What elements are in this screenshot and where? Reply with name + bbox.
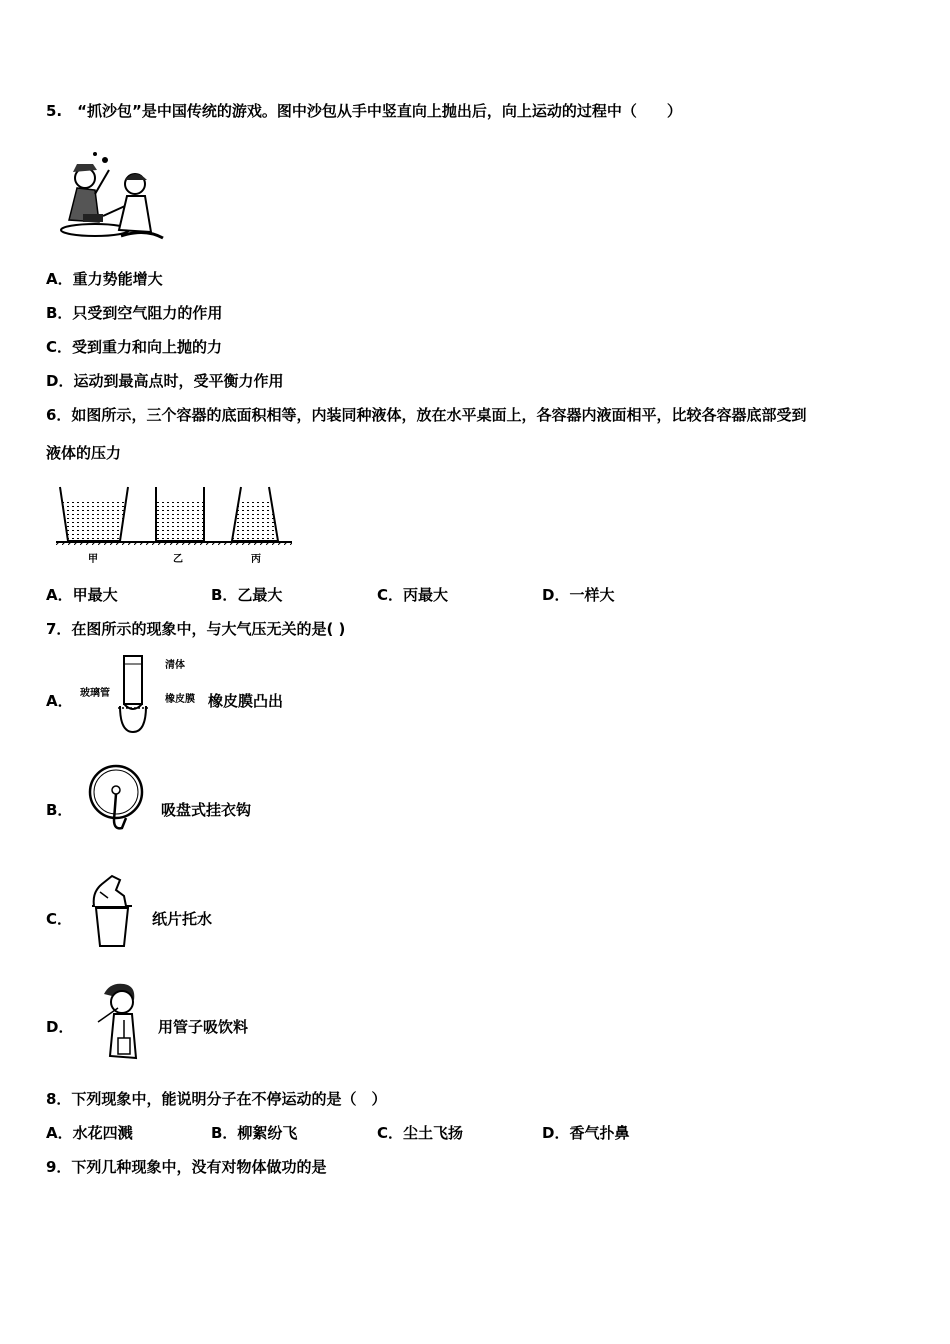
q8-option-c: C．尘土飞扬 xyxy=(377,1124,464,1142)
q8-option-d: D．香气扑鼻 xyxy=(542,1124,630,1142)
q5-option-a: A．重力势能增大 xyxy=(46,270,163,288)
q7-option-b-text: 吸盘式挂衣钩 xyxy=(161,801,252,819)
q8-stem: 8．下列现象中，能说明分子在不停运动的是（ ） xyxy=(46,1090,387,1108)
q7-option-d-letter: D． xyxy=(46,1018,74,1036)
paper-holds-water-figure xyxy=(86,872,136,952)
q9-stem: 9．下列几种现象中，没有对物体做功的是 xyxy=(46,1158,327,1176)
q5-option-d: D．运动到最高点时，受平衡力作用 xyxy=(46,372,284,390)
container-label-bing: 丙 xyxy=(251,554,261,565)
q6-option-b: B．乙最大 xyxy=(211,586,283,604)
q7-option-c-letter: C． xyxy=(46,910,73,928)
q7-option-a-text: 橡皮膜凸出 xyxy=(208,692,284,710)
q7-option-d-text: 用管子吸饮料 xyxy=(158,1018,249,1036)
container-label-yi: 乙 xyxy=(173,554,183,565)
q6-stem-line2: 液体的压力 xyxy=(46,444,122,462)
q7-stem: 7．在图所示的现象中，与大气压无关的是( ) xyxy=(46,620,346,638)
label-membrane: 橡皮膜 xyxy=(165,694,195,705)
q5-option-b: B．只受到空气阻力的作用 xyxy=(46,304,223,322)
q7-option-a-letter: A． xyxy=(46,692,73,710)
q7-option-b-letter: B． xyxy=(46,801,73,819)
label-glass-tube: 玻璃管 xyxy=(80,688,110,699)
q8-option-b: B．柳絮纷飞 xyxy=(211,1124,298,1142)
q8-option-a: A．水花四溅 xyxy=(46,1124,133,1142)
suction-hook-figure xyxy=(86,762,148,836)
q7-option-c-text: 纸片托水 xyxy=(152,910,213,928)
three-containers-figure xyxy=(56,485,296,545)
container-label-jia: 甲 xyxy=(88,554,98,565)
q6-option-a: A．甲最大 xyxy=(46,586,118,604)
q6-option-c: C．丙最大 xyxy=(377,586,449,604)
q6-stem-line1: 6．如图所示，三个容器的底面积相等，内装同种液体，放在水平桌面上，各容器内液面相平，比较各容器底部受到 xyxy=(46,406,807,424)
q5-stem: 5. “抓沙包”是中国传统的游戏。图中沙包从手中竖直向上抛出后，向上运动的过程中（ ） xyxy=(46,102,682,120)
sandbag-game-figure xyxy=(55,150,167,246)
q5-option-c: C．受到重力和向上抛的力 xyxy=(46,338,223,356)
straw-drinking-figure xyxy=(96,980,148,1064)
label-liquid: 清体 xyxy=(165,660,185,671)
q6-option-d: D．一样大 xyxy=(542,586,615,604)
glass-tube-membrane-figure xyxy=(112,652,154,736)
